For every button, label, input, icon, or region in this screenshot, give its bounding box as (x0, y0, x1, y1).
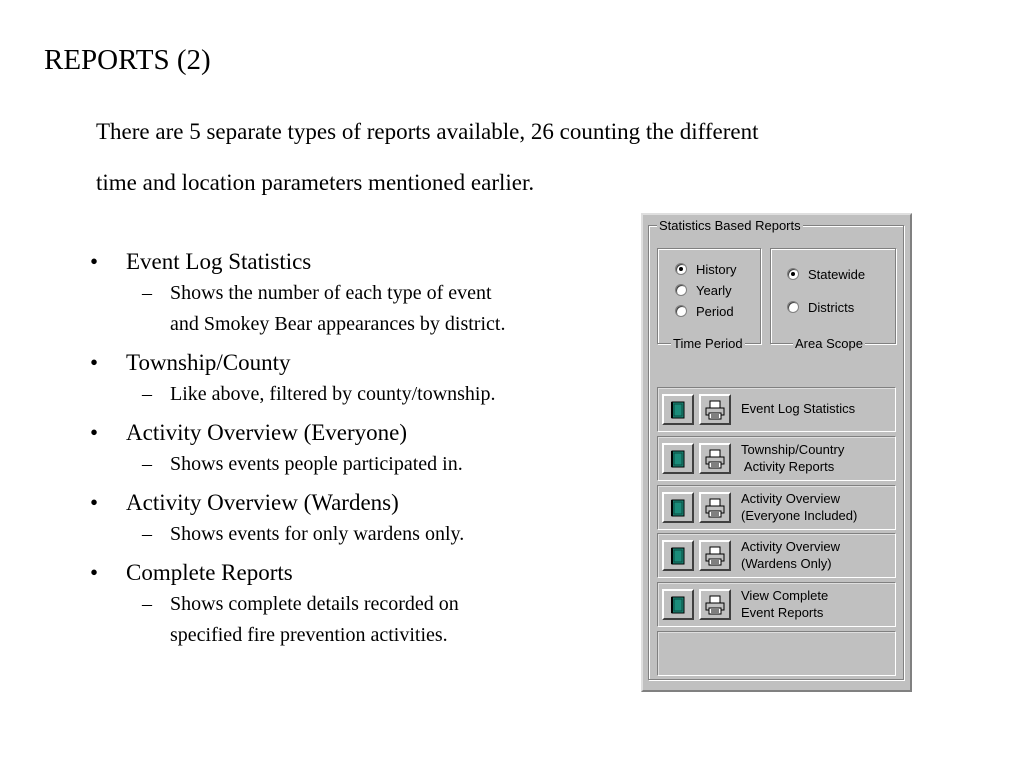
empty-report-slot (657, 631, 896, 676)
report-label-line2: Activity Reports (741, 459, 835, 474)
radio-button[interactable] (787, 268, 799, 280)
radio-history[interactable] (675, 260, 736, 278)
intro-line-2: time and location parameters mentioned earlier. (96, 170, 535, 195)
print-report-button[interactable] (699, 589, 731, 620)
list-item (84, 487, 624, 550)
report-types-list (84, 246, 624, 658)
intro-text (96, 106, 936, 208)
time-period-legend: Time Period (673, 336, 743, 351)
report-row-activity-wardens (657, 533, 896, 578)
statistics-reports-panel (641, 213, 912, 692)
report-label-line1: Event Log Statistics (741, 401, 856, 416)
report-label (741, 400, 891, 417)
book-icon (669, 400, 687, 420)
radio-button[interactable] (675, 284, 687, 296)
radio-districts[interactable] (787, 298, 854, 316)
report-row-township (657, 436, 896, 481)
sub-text: and Smokey Bear appearances by district. (170, 313, 506, 335)
bullet-marker: • (89, 420, 99, 445)
view-report-button[interactable] (662, 492, 694, 523)
list-item (84, 246, 624, 340)
printer-icon (704, 449, 726, 469)
printer-icon (704, 595, 726, 615)
report-label (741, 490, 891, 524)
radio-label: History (696, 261, 737, 277)
dash-marker: – (142, 593, 152, 615)
report-label-line1: Activity Overview (741, 491, 840, 506)
slide-title: REPORTS (2) (44, 44, 211, 76)
dash-marker: – (142, 383, 152, 405)
printer-icon (704, 498, 726, 518)
report-label-line2: Event Reports (741, 605, 824, 620)
bullet-label: Township/County (126, 350, 291, 375)
bullet-marker: • (89, 560, 99, 585)
bullet-label: Event Log Statistics (126, 249, 312, 274)
radio-label: Districts (808, 299, 855, 315)
area-scope-group (770, 248, 896, 344)
sub-text: Like above, filtered by county/township. (170, 383, 496, 405)
report-label-line1: Township/Country (741, 442, 845, 457)
report-label-line1: Activity Overview (741, 539, 840, 554)
report-label (741, 441, 891, 475)
report-label (741, 538, 891, 572)
intro-line-1: There are 5 separate types of reports available, 26 counting the different (96, 119, 759, 144)
printer-icon (704, 546, 726, 566)
report-row-complete (657, 582, 896, 627)
book-icon (669, 595, 687, 615)
dash-marker: – (142, 282, 152, 304)
dash-marker: – (142, 453, 152, 475)
bullet-marker: • (89, 490, 99, 515)
radio-label: Statewide (808, 266, 866, 282)
radio-button[interactable] (675, 305, 687, 317)
bullet-marker: • (89, 249, 99, 274)
report-label-line1: View Complete (741, 588, 829, 603)
report-row-activity-everyone (657, 485, 896, 530)
bullet-label: Complete Reports (126, 560, 293, 585)
book-icon (669, 449, 687, 469)
list-item (84, 417, 624, 480)
radio-period[interactable] (675, 302, 734, 320)
radio-label: Yearly (696, 282, 732, 298)
group-title: Statistics Based Reports (659, 218, 801, 233)
print-report-button[interactable] (699, 540, 731, 571)
report-label-line2: (Wardens Only) (741, 556, 832, 571)
sub-text: Shows complete details recorded on (170, 593, 459, 615)
radio-button[interactable] (675, 263, 687, 275)
radio-button[interactable] (787, 301, 799, 313)
report-label-line2: (Everyone Included) (741, 508, 858, 523)
dash-marker: – (142, 523, 152, 545)
list-item (84, 557, 624, 651)
view-report-button[interactable] (662, 540, 694, 571)
radio-statewide[interactable] (787, 265, 865, 283)
print-report-button[interactable] (699, 443, 731, 474)
sub-text: specified fire prevention activities. (170, 624, 448, 646)
bullet-label: Activity Overview (Wardens) (126, 490, 399, 515)
area-scope-legend: Area Scope (795, 336, 863, 351)
radio-label: Period (696, 303, 734, 319)
list-item (84, 347, 624, 410)
view-report-button[interactable] (662, 443, 694, 474)
sub-text: Shows events for only wardens only. (170, 523, 465, 545)
report-label (741, 587, 891, 621)
book-icon (669, 498, 687, 518)
bullet-label: Activity Overview (Everyone) (126, 420, 408, 445)
sub-text: Shows events people participated in. (170, 453, 463, 475)
view-report-button[interactable] (662, 589, 694, 620)
print-report-button[interactable] (699, 492, 731, 523)
bullet-marker: • (89, 350, 99, 375)
printer-icon (704, 400, 726, 420)
print-report-button[interactable] (699, 394, 731, 425)
book-icon (669, 546, 687, 566)
sub-text: Shows the number of each type of event (170, 282, 492, 304)
report-row-event-log (657, 387, 896, 432)
radio-yearly[interactable] (675, 281, 732, 299)
view-report-button[interactable] (662, 394, 694, 425)
